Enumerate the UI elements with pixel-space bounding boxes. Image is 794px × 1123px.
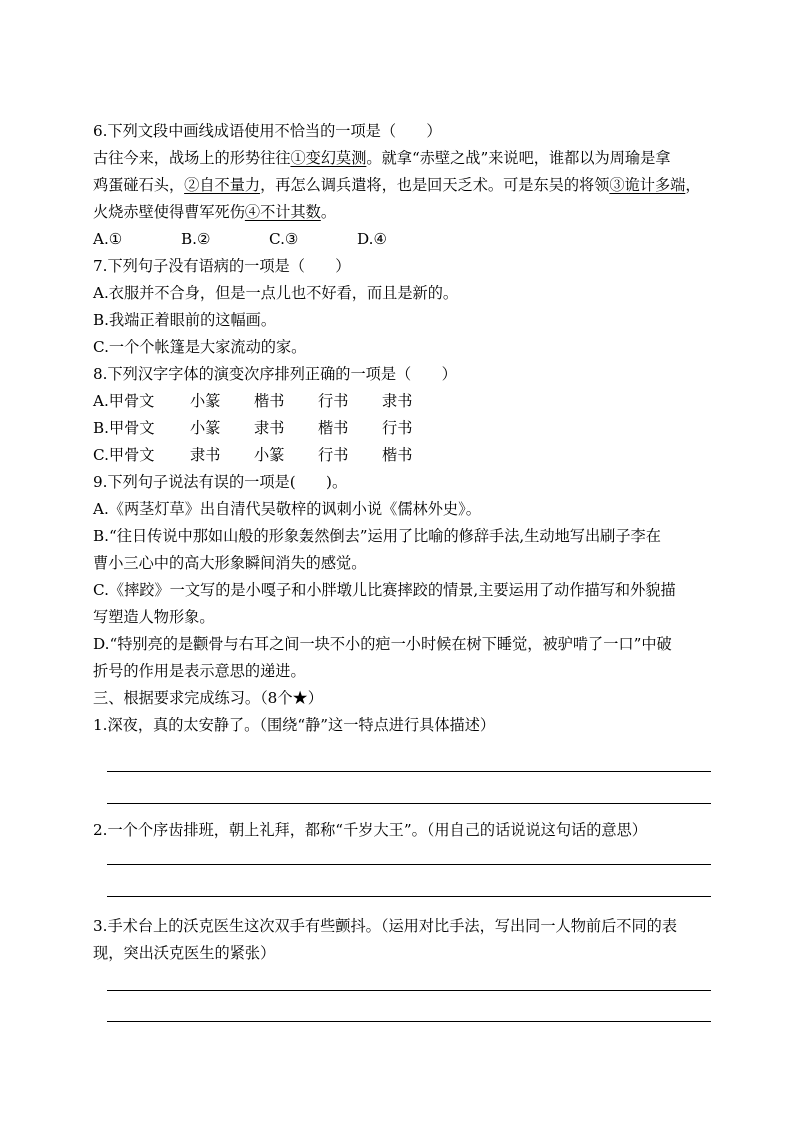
- q9-option-b: B.“往日传说中那如山般的形象轰然倒去”运用了比喻的修辞手法,生动地写出刷子李在: [93, 527, 661, 545]
- q8-option-c: C.甲骨文 隶书 小篆 行书 楷书: [93, 446, 413, 464]
- q9-option-d-cont: 折号的作用是表示意思的递进。: [93, 662, 306, 680]
- q7-stem: 7.下列句子没有语病的一项是（ ）: [93, 257, 351, 275]
- q6-option-d: D.④: [357, 230, 388, 248]
- q8-stem: 8.下列汉字字体的演变次序排列正确的一项是（ ）: [93, 365, 457, 383]
- q6-option-a: A.①: [93, 230, 123, 248]
- s3-q3-prompt: 3.手术台上的沃克医生这次双手有些颤抖。（运用对比手法，写出同一人物前后不同的表: [93, 917, 678, 935]
- idiom-1: ①变幻莫测: [290, 149, 367, 167]
- q6-option-b: B.②: [181, 230, 211, 248]
- answer-line-q2-2[interactable]: [107, 896, 711, 897]
- idiom-3: ③诡计多端: [609, 176, 686, 194]
- q7-option-c: C.一个个帐篷是大家流动的家。: [93, 338, 307, 356]
- q6-passage-line-3: 火烧赤壁使得曹军死伤④不计其数。: [93, 203, 336, 221]
- s3-q1-prompt: 1.深夜，真的太安静了。（围绕“静”这一特点进行具体描述）: [93, 716, 496, 734]
- q6-passage-line-1: 古往今来，战场上的形势往往①变幻莫测。就拿“赤壁之战”来说吧，谁都以为周瑜是拿: [93, 149, 671, 167]
- s3-q3-block: [93, 913, 718, 967]
- q6-options: [93, 226, 718, 253]
- q9-option-a: A.《两茎灯草》出自清代吴敬梓的讽刺小说《儒林外史》。: [93, 500, 481, 518]
- answer-line-q1-1[interactable]: [107, 771, 711, 772]
- section-3-title: 三、根据要求完成练习。（8个★）: [93, 689, 323, 707]
- worksheet: [93, 118, 718, 739]
- q7-option-b: B.我端正着眼前的这幅画。: [93, 311, 277, 329]
- answer-line-q2-1[interactable]: [107, 864, 711, 865]
- q8-option-a: A.甲骨文 小篆 楷书 行书 隶书: [93, 392, 413, 410]
- answer-line-q3-1[interactable]: [107, 990, 711, 991]
- q9-option-d: D.“特别亮的是颧骨与右耳之间一块不小的疤一小时候在树下睡觉，被驴啃了一口”中破: [93, 635, 672, 653]
- idiom-2: ②自不量力: [184, 176, 261, 194]
- s3-q2-block: [93, 817, 718, 844]
- s3-q3-prompt-cont: 现，突出沃克医生的紧张）: [93, 944, 276, 962]
- q7-option-a: A.衣服并不合身，但是一点儿也不好看，而且是新的。: [93, 284, 459, 302]
- answer-line-q1-2[interactable]: [107, 803, 711, 804]
- q6-passage-line-2: 鸡蛋碰石头，②自不量力，再怎么调兵遣将，也是回天乏术。可是东吴的将领③诡计多端，: [93, 176, 701, 194]
- idiom-4: ④不计其数: [244, 203, 321, 221]
- q6-stem: 6.下列文段中画线成语使用不恰当的一项是（ ）: [93, 122, 442, 140]
- q6-option-c: C.③: [269, 230, 299, 248]
- q8-option-b: B.甲骨文 小篆 隶书 楷书 行书: [93, 419, 413, 437]
- q9-option-b-cont: 曹小三心中的高大形象瞬间消失的感觉。: [93, 554, 367, 572]
- answer-line-q3-2[interactable]: [107, 1021, 711, 1022]
- q9-option-c-cont: 写塑造人物形象。: [93, 608, 215, 626]
- s3-q2-prompt: 2.一个个序齿排班，朝上礼拜，都称“千岁大王”。（用自己的话说说这句话的意思）: [93, 821, 647, 839]
- q9-stem: 9.下列句子说法有误的一项是( )。: [93, 473, 348, 491]
- q9-option-c: C.《摔跤》一文写的是小嘎子和小胖墩儿比赛摔跤的情景,主要运用了动作描写和外貌描: [93, 581, 676, 599]
